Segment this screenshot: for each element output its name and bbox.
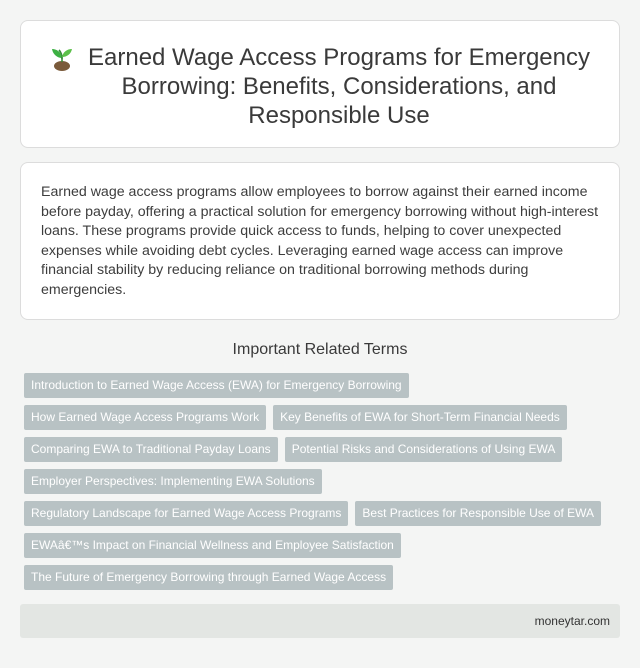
term-row <box>24 501 624 526</box>
term-link[interactable]: Introduction to Earned Wage Access (EWA) for Emergency Borrowing <box>24 373 409 398</box>
term-link[interactable]: Employer Perspectives: Implementing EWA Solutions <box>24 469 322 494</box>
site-link[interactable]: moneytar.com <box>534 614 610 628</box>
term-row <box>24 565 624 590</box>
related-terms-heading: Important Related Terms <box>232 341 408 358</box>
term-row <box>24 437 624 462</box>
intro-card <box>20 162 620 320</box>
term-link[interactable]: Comparing EWA to Traditional Payday Loans <box>24 437 278 462</box>
term-link[interactable]: The Future of Emergency Borrowing through Earned Wage Access <box>24 565 393 590</box>
intro-paragraph: Earned wage access programs allow employees to borrow against their earned income before payday, offering a practical solution for emergency borrowing without high-interest loans. These programs provide quick access to funds, helping to cover unexpected expenses while avoiding debt cycles. Leveraging earned wage access can improve financial stability by reducing reliance on traditional borrowing methods during emergencies. <box>41 184 599 298</box>
term-link[interactable]: How Earned Wage Access Programs Work <box>24 405 266 430</box>
term-link[interactable]: Best Practices for Responsible Use of EWA <box>355 501 601 526</box>
related-terms-list <box>24 373 624 597</box>
page-title: Earned Wage Access Programs for Emergency Borrowing: Benefits, Considerations, and Responsible Use <box>88 44 590 129</box>
term-link[interactable]: Potential Risks and Considerations of Using EWA <box>285 437 563 462</box>
footer <box>20 604 620 638</box>
term-row <box>24 533 624 558</box>
term-link[interactable]: Regulatory Landscape for Earned Wage Access Programs <box>24 501 348 526</box>
term-row <box>24 373 624 398</box>
term-link[interactable]: EWAâ€™s Impact on Financial Wellness and Employee Satisfaction <box>24 533 401 558</box>
term-link[interactable]: Key Benefits of EWA for Short-Term Financial Needs <box>273 405 567 430</box>
term-row <box>24 469 624 494</box>
term-row <box>24 405 624 430</box>
title-card <box>20 20 620 148</box>
